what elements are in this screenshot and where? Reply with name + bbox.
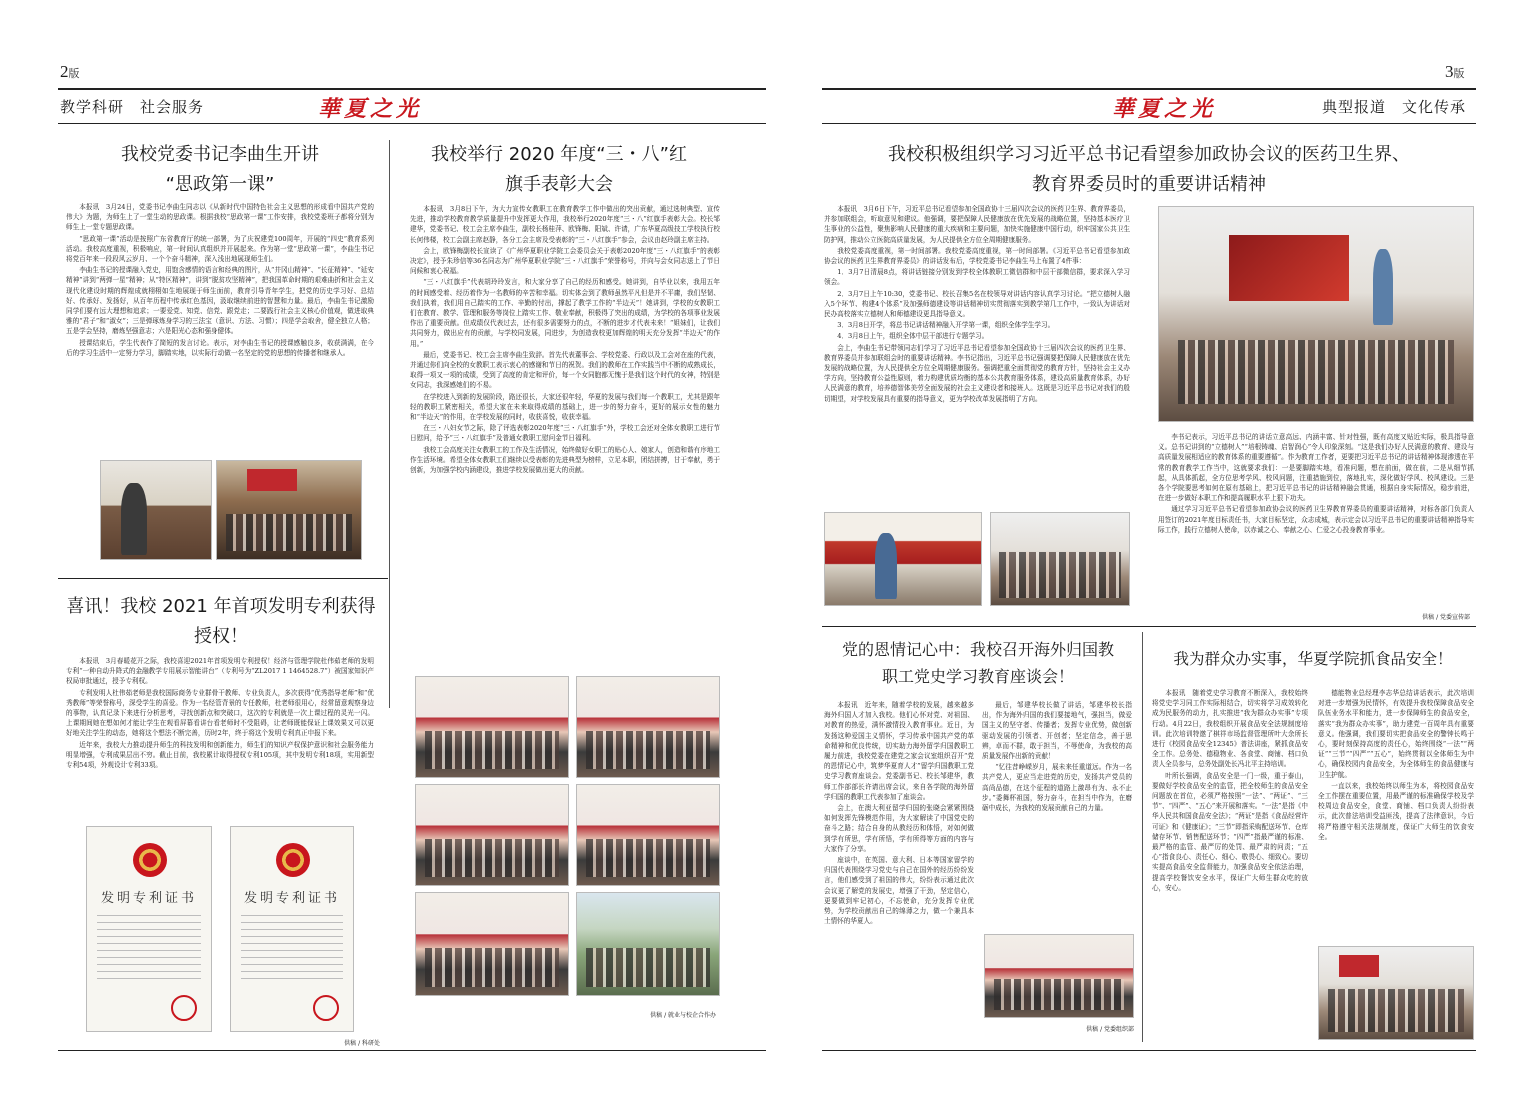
speaker-figure [875,533,897,599]
article4-paragraph: 通过学习习近平总书记看望参加政协会议的医药卫生界教育界委员的重要讲话精神，对标各部门负责人用签订的2021年度目标责任书，大家目标坚定，众志成城，表示定会以习近平总书记的重要讲话精神指导实际工作，践行立德树人使命，以赤诚之心、奉献之心、仁爱之心投身教育事业。 [1158,505,1474,534]
award-group [425,948,559,987]
article2-paragraph: 本报讯 3月春暖花开之际，我校喜迎2021年首项发明专利授权！经济与管理学院杜伟茹老师的发明专利“一种自动升降式的金融教学专用展示智能讲台”（专利号为“ZL2017 1 1464528.7”）被国家知识产权局审批通过，授予专利权。 [66,657,374,686]
group-members [994,979,1124,1010]
article3-title-line2: 旗手表彰大会 [505,174,613,195]
article5-headline [822,636,1134,690]
article2-headline [56,592,386,652]
left-top-rule [58,88,766,90]
award-photo-1 [415,676,569,778]
article3-body [410,204,720,644]
article4-paragraph: 1．3月7日清晨8点，将讲话链接分别发到学校全体教职工微信群和中层干部微信群，要求深入学习领会。 [824,268,1130,287]
article2-paragraph: 近年来，我校大力推动提升师生的科技发明和创新能力，师生们的知识产权保护意识和社会服务能力明显增强，专利成果层出不穷。截止目前，我校累计取得授权专利105项，其中发明专利18项，实用新型专利54项，外观设计专利33项。 [66,740,374,770]
article5-paragraph: 座谈中，在英国、意大利、日本等国家留学的归国代表围绕学习党史与自己在国外的经历纷纷发言，他们感受到了祖国的伟大，纷纷表示通过此次会议更了解党的发展史，增强了干劲，坚定信心，更要做到牢记初心，不忘使命，充分发挥专业优势，为学校贡献出自己的绵薄之力，做一个兼具本土情怀的华夏人。 [824,856,974,926]
article2-title-line1: 喜讯！我校 2021 年首项发明专利获得 [66,596,376,617]
article4-paragraph: 4．3月8日上午，组织全体中层干部进行专题学习。 [837,332,989,341]
meeting-audience [999,552,1120,598]
certificate-emblem-icon [276,843,310,877]
article4-body-col2 [1158,432,1474,610]
left-brand-logo: 華夏之光 [318,96,423,122]
right-top-rule [822,88,1476,90]
article4-body-col1 [824,204,1130,500]
article2-title-line2: 授权！ [194,626,248,647]
article5-paragraph: 会上，在澳大利亚留学归国的张晓会紧紧围绕如何发挥先锋模范作用，为大家解读了中国党史的奋斗之路；结合自身的从教经历和体悟，对如何做到学有所思，学有所悟，学有所得等方面的内容与大家作了分享。 [824,804,974,853]
award-group [425,839,559,877]
article5-paragraph: 本报讯 近年来，随着学校的发展，越来越多海外归国人才加入我校。他们心怀对党、对祖国、对教育的热爱，满怀激情投入教育事业。近日，为发扬这种爱国主义情怀，学习传承中国共产党的革命精神和优良传统，切实助力海外留学归国教职工履力前进，我校党委在建党之家会议室组织召开“党的恩情记心中，筑梦华夏育人才”留学归国教职工党史学习教育座谈会。党委副书记、校长邹建华，教师工作部部长许请出席会议，来自各学院的海外留学归国的教职工代表参加了座谈会。 [824,701,974,801]
left-folio-unit: 版 [68,68,80,80]
article4-title-line1: 我校积极组织学习习近平总书记看望参加政协会议的医药卫生界、 [888,144,1410,165]
certificate-emblem-icon [133,843,167,877]
article4-paragraph: 本报讯 3月6日下午，习近平总书记看望参加全国政协十三届四次会议的医药卫生界、教育界委员，并参加联组会，听取意见和建议。他强调，要把保障人民健康放在优先发展的战略位置，坚持基本医疗卫生事业的公益性，聚焦影响人民健康的重大疾病和主要问题，加快实施健康中国行动，织牢国家公共卫生防护网，推动公立医院高质量发展，为人民提供全方位全周期健康服务。 [824,205,1130,244]
training-screen [1339,955,1379,977]
article5-body-col2 [982,700,1132,932]
article1-headline [60,140,380,200]
audience-rows [226,514,353,551]
certificate-title: 发明专利证书 [243,891,340,906]
article4-headline [824,140,1474,200]
speaker-figure [121,483,147,555]
right-mid-rule [822,626,1476,627]
right-column-divider [1142,632,1143,1042]
article3-title-line1: 我校举行 2020 年度“三・八”红 [431,144,687,165]
right-brand-logo: 華夏之光 [1112,96,1217,122]
article5-paragraph: 最后，邹建华校长做了讲话，邹建华校长指出，作为海外归国的我们要接地气，强担当，做爱国主义的坚守者、传播者；发挥专业优势，做创新驱动发展的引领者、开创者；坚定信念，善于思辨，卓而不群，敢于担当，不辱使命，为我校的高质量发展作出新的贡献！ [982,701,1132,761]
article4-paragraph: 李书记表示，习近平总书记的讲话立意高远、内涵丰富、针对性强，既有高度又贴近实际，极具指导意义。总书记讲到的“立德树人”“培根铸魂、启智润心”令人印象深刻。“这是我们办好人民满意的教育、建设与高质量发展相适应的教育体系的重要遵循”。作为教育工作者，更要把习近平总书记的讲话精神体现渗透在平常的教育教学工作当中，这就要求我们：一是要脚踏实地，看准问题，想在前面，做在前，二是从细节抓起，从具体抓起，全方位思考学风、校风问题，注重措施到位，落地扎实，深化做好学风、校风建设。三是各个学院要思考如何在原有基础上，把习近平总书记的讲话精神融会贯通，根据自身实际情况，稳步前进，在进一步做好本职工作和提高履职水平上狠下功夫。 [1158,433,1474,503]
article2-body [66,656,374,818]
article5-title-line2: 职工党史学习教育座谈会！ [881,667,1074,686]
award-photo-5 [415,892,569,996]
article3-headline [398,140,720,200]
article2-credit: 供稿 / 科研处 [344,1040,380,1047]
left-folio [60,62,80,82]
article5-photo-group [984,934,1134,1018]
article3-paragraph: 在三・八妇女节之际，除了评选表彰2020年度“三・八红旗手”外，学校工会还对全体女教职工进行节日慰问，给予“三・八红旗手”及普通女教职工慰问金节日福利。 [410,424,720,443]
left-header-rule [58,123,766,124]
article6-photo-training [1318,946,1474,1040]
article1-title-line1: 我校党委书记李曲生开讲 [121,144,319,165]
left-section-title: 教学科研 社会服务 [60,98,205,116]
right-section-title: 典型报道 文化传承 [1322,98,1467,116]
article3-paragraph: 我校工会高度关注女教职工的工作及生活情况，始终做好女职工的贴心人、娘家人，创造和谐有序地工作生活环境。希望全体女教职工们继续以受表彰的先进典型为榜样，立足本职，团结拼搏，甘于奉献，勇于创新，为加强学校内涵建设，推进学校发展做出更大的贡献。 [410,445,720,475]
right-folio-unit: 版 [1453,68,1465,80]
right-header-rule [822,123,1476,124]
award-photo-6 [576,892,720,996]
article1-paragraph: “思政第一课”活动是按照广东省教育厅的统一部署，为了庆祝建党100周年，开展的“四史”教育系列活动。我校高度重视，积极响应，第一时间认真组织并开展起来。作为第一堂“思政第一课”，李曲生书记将党百年来一段段风云岁月、一个个奋斗精神，深入浅出地展现师生们。 [66,234,374,264]
article1-photo-speaker [100,460,212,560]
article4-credit: 供稿 / 党委宣传部 [1422,614,1470,621]
article4-photo-audience [990,512,1130,606]
award-group [586,731,711,769]
patent-certificate-1 [86,826,212,1032]
article2-paragraph: 专利发明人杜伟茹老师是我校国际商务专业群骨干教师、专业负责人，多次获得“优秀指导老师”和“优秀教师”等荣誉称号，深受学生的喜爱。作为一名经管背景的专任教师，杜老师很用心，经常留意观察身边的事物，认真记录下来进行分析思考，寻找创新点和突破口，这次的专利就是一次上课过程的灵光一闪。上课期间她在想如何才能让学生在观看屏幕看讲台看老师时不受阻碍，让老师既能保证上课效果又可以更好地关注学生的动态，她将这个想法不断完善，历时2年，终于将这个发明专利真正申报下来。 [66,688,374,738]
article1-paragraph: 李曲生书记的授课融入党史，用饱含感情的语言和经典的图片，从“井冈山精神”、“长征精神”、“延安精神”讲到“两弹一星”精神；从“特区精神”，讲到“脱贫攻坚精神”，把我国革命时期的艰难曲折和社会主义现代化建设时期的辉煌成就栩栩如生地展现于师生面前，教育引导青年学生，把党的历史学习好、总结好、传承好、发扬好，从百年历程中传承红色基因，汲取继续前进的智慧和力量。最后，李曲生书记激励同学们要有远大理想和追求；一要爱党、知党、信党、跟党走；二要践行社会主义核心价值观，做进取典雅的“君子”和“淑女”；三是弹琢炼身学习的三法宝（意识、方法、习惯）；四是学会取舍，健全独立人格；五是学会坚持，磨炼坚强意志；六是阳光心态和强身健体。 [66,266,374,336]
right-footer-rule [822,1050,1476,1051]
article1-paragraph: 本报讯 3月24日，党委书记李曲生同志以《从新时代中国特色社会主义思想的形成看中国共产党的伟大》为题，为师生上了一堂生动的思政课。根据我校“思政第一课”工作安排，我校党委班子都将分别为师生上一堂专题思政课。 [66,203,374,232]
left-bottom-divider [58,578,388,579]
article5-body-col1 [824,700,974,1040]
article4-paragraph: 2．3月7日上午10:30，党委书记、校长召集5名在校领导对讲话内容认真学习讨论。“把立德树人融入5个环节、构建4个体系”及加强师德建设等讲话精神切实贯彻落实到教学第几工作中，一致认为讲话对民办高校落实立德树人和师德建设更具指导意义。 [824,289,1130,319]
training-audience [1328,989,1464,1031]
article4-title-line2: 教育界委员时的重要讲话精神 [1032,174,1266,195]
left-column-divider [389,140,390,708]
patent-certificate-2 [230,826,354,1032]
article1-title-line2: “思政第一课” [165,174,275,195]
award-group [586,839,711,877]
certificate-seal-icon [171,995,197,1021]
article4-photo-main [1158,206,1474,422]
article6-paragraph: 德能物业总经理李志华总结讲话表示，此次培训对进一步增强为民情怀，有效提升我校保障食品安全队伍业务水平和能力，进一步保障师生的食品安全，落实“我为群众办实事”，助力建党一百周年具有重要意义。他强调，我们要切实把食品安全的警钟长鸣于心，要时刻保持高度的责任心，始终围绕“一法”“两证”“三节”“四严”“五心”，始终贯彻以全体师生为中心，确保校园内食品安全，为全体师生的食品健康与卫生护航。 [1318,689,1474,779]
presentation-screen [1229,235,1349,301]
left-folio-number: 2 [60,62,69,81]
article5-credit: 供稿 / 党委组织部 [1086,1026,1134,1033]
left-footer-rule [58,1050,766,1051]
certificate-text-lines [97,915,201,985]
certificate-title: 发明专利证书 [100,891,197,906]
article3-paragraph: 最后，党委书记、校工会主席李曲生致辞。首先代表董事会、学校党委、行政以及工会对在座的代表，并通过你们向全校的女教职工表示衷心的感谢和节日的祝贺。我们的教师在工作实践当中不断的成熟成长，取得一项又一项的成绩，受到了高度的肯定和评价，每一个女同胞都无愧于是我们这个时代的女神，特别是女同志，我深感她们的不易。 [410,350,720,390]
article5-title-line1: 党的恩情记心中：我校召开海外归国教 [841,640,1114,659]
article3-paragraph: “三・八红旗手”代表胡玲玲发言，和大家分享了自己的经历和感受。她讲到，自毕业以来，我用五年的时间感受着、经历着作为一名教师的辛苦和幸福。切实体会到了教师虽然平凡但是并不平庸，我们坚韧、我们执着，我们用自己踏实的工作、辛勤的付出，撑起了教学工作的“半边天”！她讲到，学校的女教职工们在教育、教学、管理和服务等岗位上踏实工作、敬业奉献，积极得了突出的成绩，为学校的各项事业发展作出了重要贡献。但成绩仅代表过去，还有很多需要努力的点，不断的进步才代表未来！“姐妹们，让我们共同努力，做出应有的贡献，与学校同发展，同进步，为创造我校更加辉煌的明天充分发挥“半边天”的作用。” [410,278,720,348]
presenter-figure [1373,249,1393,325]
article4-paragraph: 3．3月8日开学，将总书记讲话精神融入开学第一课，组织全体学生学习。 [837,321,1055,330]
right-folio [1445,62,1465,82]
article5-paragraph: “忆往昔峥嵘岁月，展未来任重道远。作为一名共产党人，更应当走进党的历史，发扬共产党员的高尚品德，在这个征程的道路上激昂有为、永不止步。”委舞杯祖国，努力奋斗，在担当中作为，在磨砺中成长，为我校的发展贡献自己的力量。 [982,763,1132,813]
award-photo-2 [576,676,720,778]
article6-headline: 我为群众办实事，华夏学院抓食品安全！ [1173,650,1453,668]
award-photo-4 [576,784,720,886]
right-folio-number: 3 [1445,62,1454,81]
article3-paragraph: 本报讯 3月8日下午，为大力宣传女教职工在教育教学工作中做出的突出贡献，通过选树典型、宣传先进，推动学校教育教学质量提升中发挥更大作用，我校举行2020年度“三・八”红旗手表彰大会。校长邹建华，党委书记、校工会主席李曲生，副校长杨桂萍、欧锋梅、阳斌、许请，广东华夏高级技工学校执行校长何伟楼，校工会副主席赵静，各分工会主席及受表彰的“三・八红旗手”参会，会议由赵玲副主席主持。 [410,205,720,244]
article3-credit: 供稿 / 就业与校企合作办 [650,1012,716,1019]
article4-paragraph: 我校党委高度重视，第一时间部署。我校党委高度重视，第一时间部署。《习近平总书记看望参加政协会议的医药卫生界教育界委员》的讲话发布后，学校党委书记李曲生马上布置了4件事： [824,246,1130,266]
classroom-screen [247,469,297,491]
article6-body-col1 [1152,688,1308,1038]
meeting-audience [1178,340,1454,404]
article6-body-col2 [1318,688,1474,942]
certificate-seal-icon [313,995,339,1021]
article6-paragraph: 一直以来，我校始终以师生为本，将校园食品安全工作摆在重要位置，用最严谨的标准确保学校及学校周边食品安全，食堂、商铺、档口负责人纷纷表示，此次普法培训受益匪浅，提高了法律意识，今后将严格遵守相关法规制度，保证广大师生的饮食安全。 [1318,781,1474,841]
award-group [425,731,559,769]
award-group [586,948,711,987]
article6-paragraph: 叶所长强调，食品安全是一门一级，重于泰山，要做好学校食品安全的监管，把全校师生的食品安全问题放在首位，必须严格按照“一法”、“两证”、“三节”、“四严”、“五心”来开展和落实。“一法”是指《中华人民共和国食品安全法》；“两证”是指《食品经营许可证》和《健康证》；“三节”即指采购配送环节、仓库储存环节、销售配送环节；“四严”指最严谨的标准、最严格的监管、最严厉的处罚、最严肃的问责；“五心”指食良心、责任心、细心、敬畏心、细致心。要切实提高食品安全监督能力，加强食品安全依法治理，提高学校餐饮安全水平，保证广大师生群众吃的放心，安心。 [1152,771,1308,892]
article6-paragraph: 本报讯 随着党史学习教育不断深入，我校始终将党史学习同工作实际相结合，切实将学习成效转化成为民服务的动力，扎实推进“我为群众办实事”专项行动。4月22日，我校组织开展食品安全法规制度培训。此次培训特邀了棋祥市场监督管理所叶大余所长进行《校园食品安全12345》普法讲座，紧抓食品安全工作。总务处、德稳物业、各食堂、商铺、档口负责人全员参与，总务处副处长冯北平主持培训。 [1152,689,1308,769]
article4-photo-speaker [824,512,982,606]
article3-paragraph: 在学校进入到新的发展阶段，路还很长，大家还很年轻，华夏的发展与我们每一个教职工，尤其是跟年轻的教职工紧密相关，希望大家在未来取得成绩的基础上，进一步的努力奋斗，更好的展示女性的魅力和“半边天”的作用，在学校发展的同时，收获喜悦，收获幸福。 [410,392,720,422]
article1-body [66,202,374,452]
award-photo-3 [415,784,569,886]
certificate-text-lines [241,915,344,985]
article4-paragraph: 会上，李曲生书记带领同志们学习了习近平总书记看望参加全国政协十三届四次会议的医药卫生界、教育界委员并参加联组会时的重要讲话精神。李书记指出，习近平总书记强调要把保障人民健康放在优先发展的战略位置，为人民提供全方位全周期健康服务。强调把重全面贯彻党的教育方针，坚持社会主义办学方向，坚持教育公益性原则，着力构建优质均衡的基本公共教育服务体系，建设高质量教育体系，办好人民满意的教育，培养德智体美劳全面发展的社会主义建设者和接班人。这既是习近平总书记对我们的殷切期望，对学校发展具有重要的指导意义，更为学校改革发展指明了方向。 [824,343,1130,403]
article3-paragraph: 会上，欧锋梅副校长宣读了《广州华夏职业学院工会委员会关于表彰2020年度“三・八红旗手”的表彰决定》，授予朱珍信等36名同志为广州华夏职业学院“三・八红旗手”荣誉称号，并向与会女同志送上了节日问候和衷心祝福。 [410,246,720,276]
article1-photo-classroom [216,460,362,560]
article1-paragraph: 授课结束后，学生代表作了简短的发言讨论。表示，对李曲生书记的授课感触良多，收获满满，在今后的学习生活中一定努力学习，脚踏实地，以实际行动做一名坚定的党的思想的传播者和继承人。 [66,338,374,357]
